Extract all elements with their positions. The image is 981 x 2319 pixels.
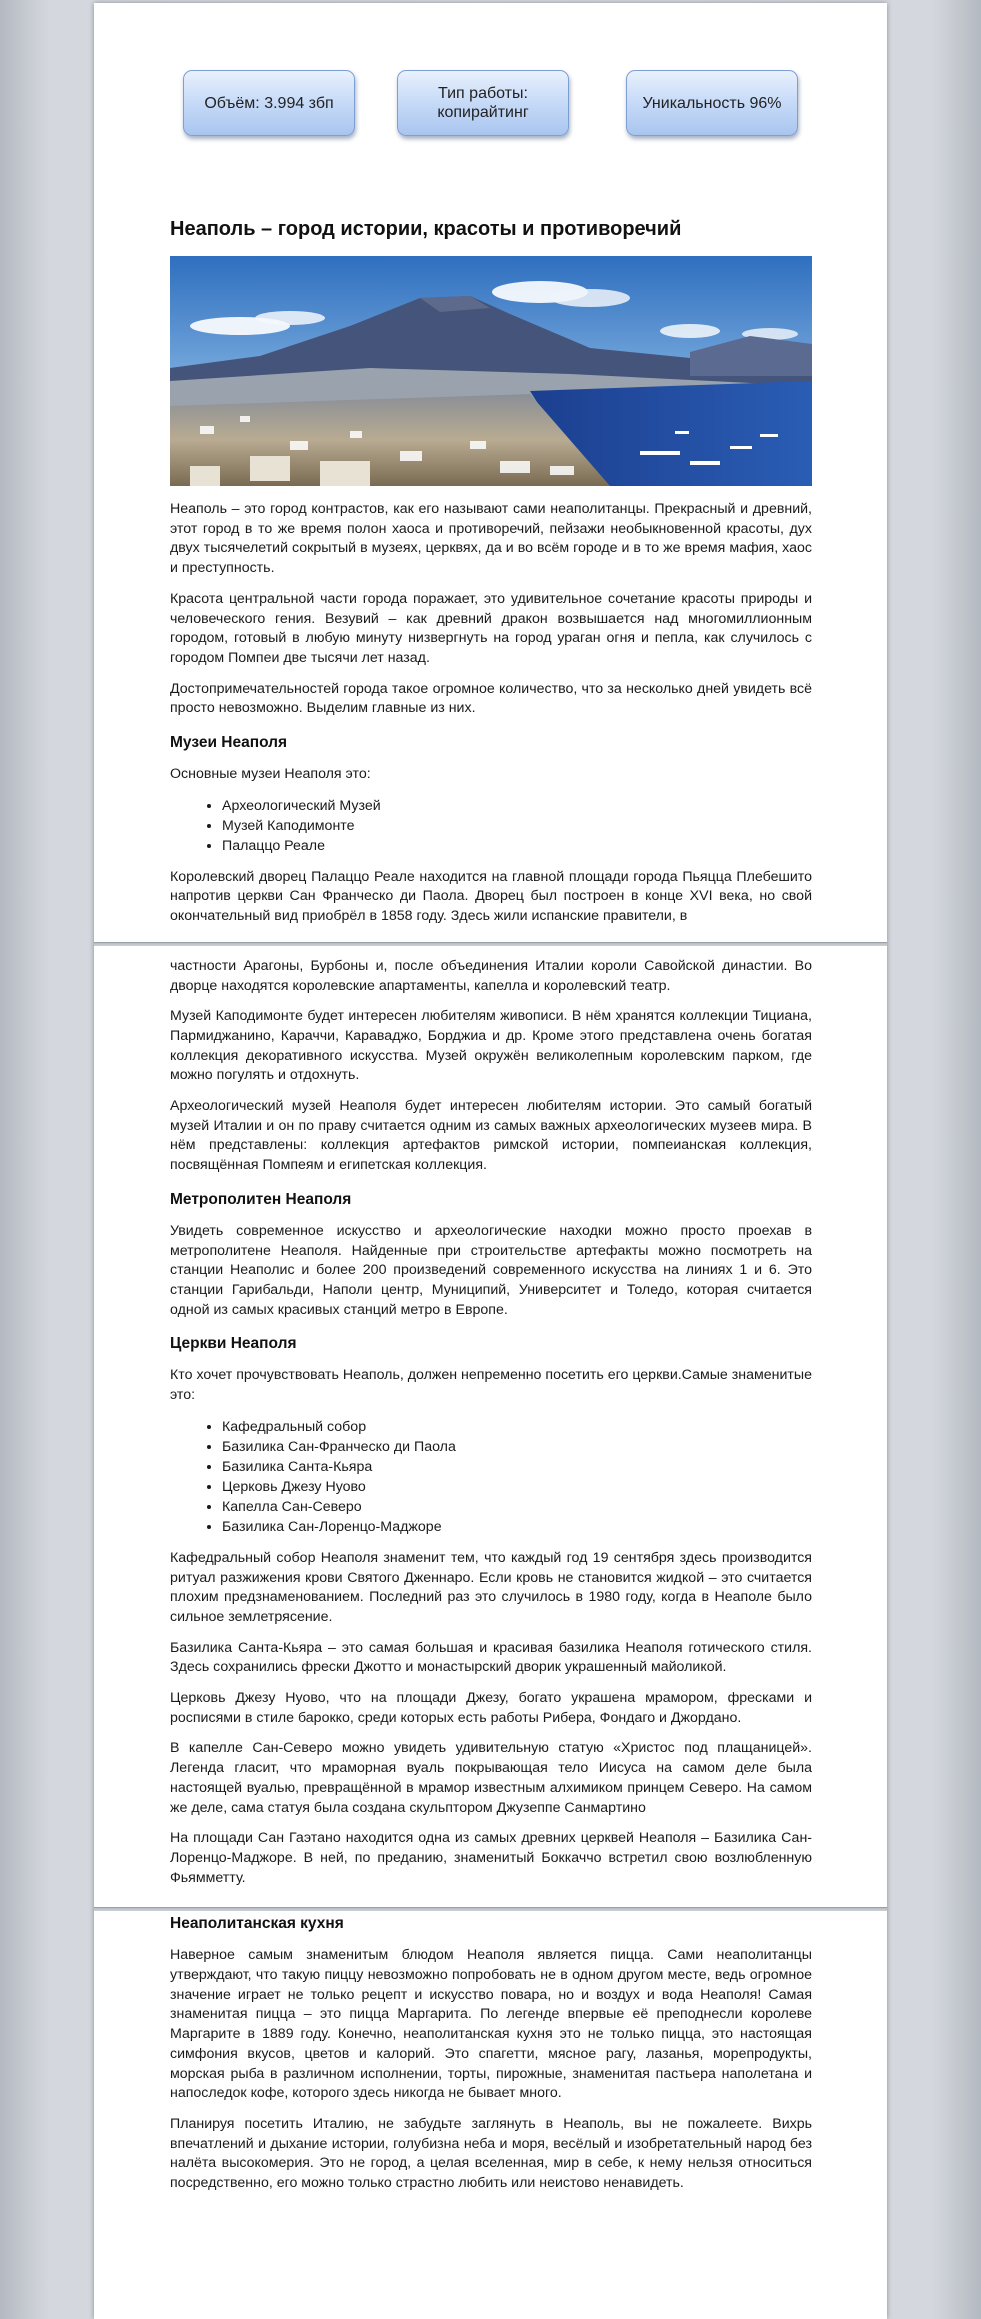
intro-paragraph: Красота центральной части города поражает, это удивительное сочетание красоты природы и человеческого гения. Везувий – как древний дракон возвышается над многомиллионным городом, готовый в любую минуту низвергнуть на город ураган огня и пепла, как случилось с городом Помпеи две тысячи лет назад. (170, 590, 812, 666)
page-separator (94, 1907, 887, 1911)
closing-paragraph: Планируя посетить Италию, не забудьте заглянуть в Неаполь, вы не пожалеете. Вихрь впечатлений и дыхание истории, голубизна неба и моря, весёлый и изобретательный народ без налёта высокомерия. Это не город, а целая вселенная, мир в себе, к нему нельзя относиться посредственно, его можно только страстно любить или неистово ненавидеть. (170, 2115, 812, 2192)
list-item: • Палаццо Реале (222, 836, 812, 856)
intro-paragraph: Неаполь – это город контрастов, как его называют сами неаполитанцы. Прекрасный и древний, этот город в то же время полон хаоса и противоречий, пейзажи необыкновенной красоты, дух двух тысячелетий сокрытый в музеях, церквях, да и во всём городе и в то же время мафия, хаос и преступность. (170, 501, 812, 577)
list-item: • Музей Каподимонте (222, 816, 812, 836)
list-item: • Кафедральный собор (222, 1417, 812, 1437)
page-separator (94, 942, 887, 946)
metro-heading: Метрополитен Неаполя (170, 1190, 352, 1208)
palazzo-reale-paragraph: Королевский дворец Палаццо Реале находится на главной площади города Пьяцца Плебешито напротив церкви Сан Франческо ди Паола. Дворец был построен в конце XVI века, но свой окончательный вид приобрёл в 1858 году. Здесь жили испанские правители, в (170, 868, 812, 925)
naples-vesuvius-photo (170, 256, 812, 486)
list-item: • Археологический Музей (222, 796, 812, 816)
santa-chiara-paragraph: Базилика Санта-Кьяра – это самая большая и красивая базилика Неаполя готического стиля. Здесь сохранились фрески Джотто и монастырский дворик украшенный майоликой. (170, 1639, 812, 1676)
san-lorenzo-paragraph: На площади Сан Гаэтано находится одна из самых древних церквей Неаполя – Базилика Сан-Лоренцо-Маджоре. В ней, по преданию, знаменитый Боккаччо встретил свою возлюбленную Фьямметту. (170, 1830, 812, 1886)
cuisine-paragraph: Наверное самым знаменитым блюдом Неаполя является пицца. Сами неаполитанцы утверждают, что такую пиццу невозможно попробовать не в одном другом месте, ведь огромное значение играет не только рецепт и искусство повара, но и воздух и вода Неаполя! Самая знаменитая пицца – это пицца Маргарита. По легенде впервые её преподнесли королеве Маргарите в 1889 году. Конечно, неаполитанская кухня это не только пицца, это настоящая симфония вкусов, цветов и калорий. Это спагетти, мясное рагу, лазанья, морепродукты, морская рыба в различном исполнении, торты, пирожные, знаменитая пастьера наполетана и напоследок кофе, которого здесь никогда не бывает много. (170, 1947, 812, 2102)
museums-lead: Основные музеи Неаполя это: (170, 766, 371, 783)
churches-list (170, 1417, 812, 1537)
intro-paragraph: Достопримечательностей города такое огромное количество, что за несколько дней увидеть всё просто невозможно. Выделим главные из них. (170, 680, 812, 717)
summary-badges (94, 70, 887, 140)
work-type-badge: Тип работы: копирайтинг (397, 70, 569, 136)
list-item: • Базилика Сан-Франческо ди Паола (222, 1437, 812, 1457)
volume-badge: Объём: 3.994 збп (183, 70, 355, 136)
article-title: Неаполь – город истории, красоты и противоречий (170, 218, 682, 240)
list-item: • Базилика Санта-Кьяра (222, 1457, 812, 1477)
archaeological-museum-paragraph: Археологический музей Неаполя будет интересен любителям истории. Это самый богатый музей Италии и он по праву считается одним из самых важных археологических музеев мира. В нём представлены: коллекция артефактов римской истории, помпеианская коллекция, посвящённая Помпеям и египетская коллекция. (170, 1098, 812, 1174)
document-page (94, 3, 887, 2319)
list-item: • Базилика Сан-Лоренцо-Маджоре (222, 1517, 812, 1537)
list-item: • Капелла Сан-Северо (222, 1497, 812, 1517)
gesu-nuovo-paragraph: Церковь Джезу Нуово, что на площади Джезу, богато украшена мрамором, фресками и росписями в стиле барокко, среди которых есть работы Рибера, Фондаго и Джордано. (170, 1690, 812, 1726)
uniqueness-badge: Уникальность 96% (626, 70, 798, 136)
san-severo-paragraph: В капелле Сан-Северо можно увидеть удивительную статую «Христос под плащаницей». Легенда гласит, что мраморная вуаль покрывающая тело Иисуса на самом деле была настоящей вуалью, превращённой в мрамор известным алхимиком принцем Северо. На самом же деле, сама статуя была создана скульптором Джузеппе Санмартино (170, 1740, 812, 1816)
museums-list (170, 796, 812, 856)
museums-heading: Музеи Неаполя (170, 734, 288, 752)
list-item: • Церковь Джезу Нуово (222, 1477, 812, 1497)
metro-paragraph: Увидеть современное искусство и археологические находки можно просто проехав в метрополитене Неаполя. Найденные при строительстве артефакты можно посмотреть на станции Неаполис и более 200 произведений современного искусства на линиях 1 и 6. Это станции Гарибальди, Наполи центр, Муниципий, Университет и Толедо, которая считается одной из самых красивых станций метро в Европе. (170, 1222, 812, 1318)
cuisine-heading: Неаполитанская кухня (170, 1915, 344, 1933)
cathedral-paragraph: Кафедральный собор Неаполя знаменит тем, что каждый год 19 сентября здесь производится ритуал разжижения крови Святого Дженнаро. Если кровь не становится жидкой – это считается плохим предзнаменованием. Последний раз это случилось в 1980 году, когда в Неаполе было сильное землетрясение. (170, 1549, 812, 1625)
churches-lead: Кто хочет прочувствовать Неаполь, должен непременно посетить его церкви.Самые знаменитые это: (170, 1367, 812, 1404)
capodimonte-paragraph: Музей Каподимонте будет интересен любителям живописи. В нём хранятся коллекции Тициана, Пармиджанино, Караччи, Караваджо, Борджиа и др. Кроме этого представлена очень богатая коллекция декоративного искусства. Музей окружён великолепным королевским парком, где можно погулять и отдохнуть. (170, 1008, 812, 1084)
palazzo-reale-paragraph-continued: частности Арагоны, Бурбоны и, после объединения Италии короли Савойской династии. Во дворце находятся королевские апартаменты, капелла и королевский театр. (170, 957, 812, 994)
churches-heading: Церкви Неаполя (170, 1335, 297, 1353)
